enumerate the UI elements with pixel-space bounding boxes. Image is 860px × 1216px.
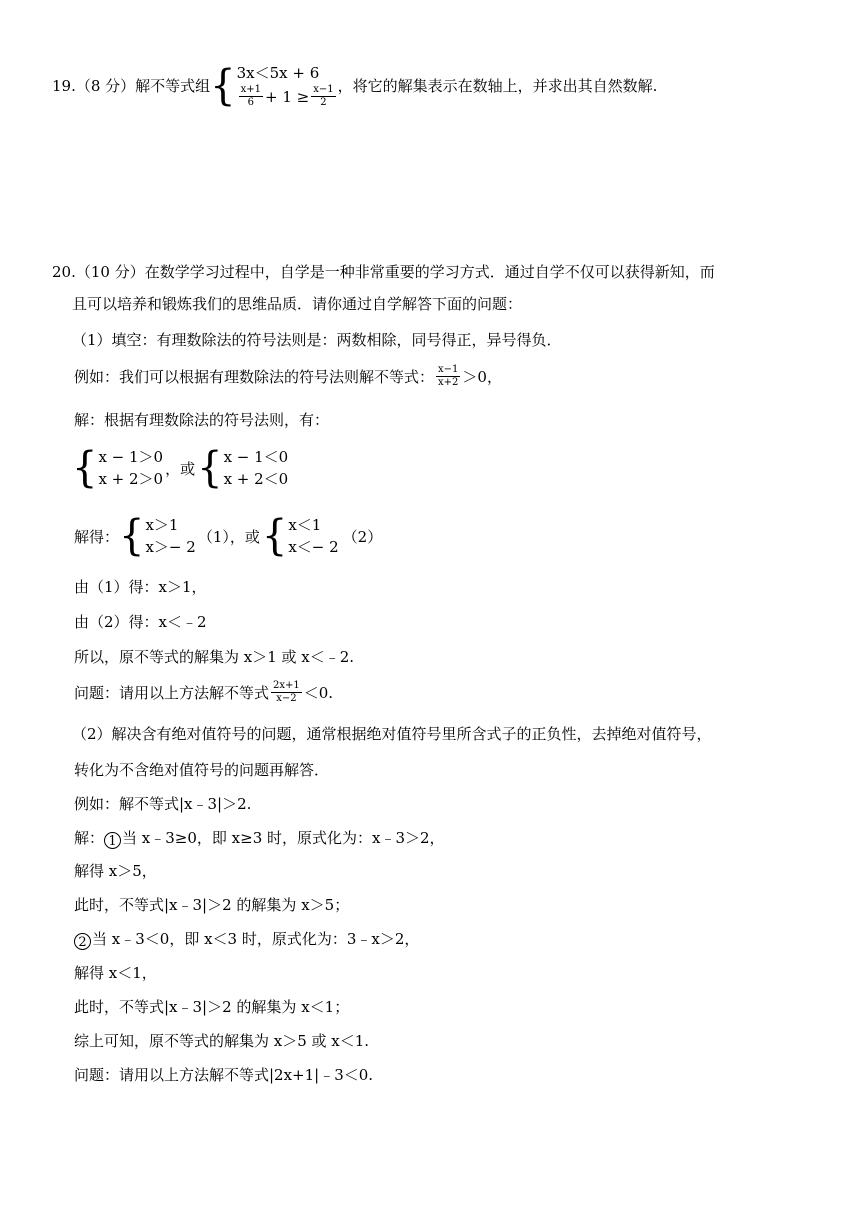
q20-question-1-fraction: $\frac{2x+1}{x-2}$ <box>273 680 300 704</box>
circled-number-1: 1 <box>104 832 121 849</box>
q20-solution-intro: 解：根据有理数除法的符号法则，有： <box>74 411 330 429</box>
q19-frac-1: $\frac{x+1}{6}$ <box>240 84 262 108</box>
brace-a: { <box>72 443 98 493</box>
q19-system <box>237 62 338 109</box>
q20-example-1-fraction: $\frac{x-1}{x+2}$ <box>438 364 459 388</box>
q20-case-1: 解： 1 当 x﹣3≥0，即 x≥3 时，原式化为：x﹣3＞2， <box>74 829 445 849</box>
system-d: x＜1 x＜− 2 <box>288 516 339 556</box>
brace-b: { <box>197 443 223 493</box>
q20-result-2: 解得 x＜1， <box>74 964 157 982</box>
q19-label: 19.（8 分）解不等式组 <box>52 77 211 95</box>
q20-example-1: 例如：我们可以根据有理数除法的符号法则解不等式： $\frac{x-1}{x+2}$ ＞0， <box>74 364 502 388</box>
q20-systems-ab: { x − 1＞0 x + 2＞0 ，或 { x − 1＜0 x + 2＜0 <box>72 443 289 493</box>
q20-line-2: 且可以培养和锻炼我们的思维品质．请你通过自学解答下面的问题： <box>72 295 523 313</box>
q20-line-1: 20.（10 分）在数学学习过程中，自学是一种非常重要的学习方式．通过自学不仅可以获得新知，而 <box>52 263 715 281</box>
q20-part1-intro: （1）填空：有理数除法的符号法则是：两数相除，同号得正，异号得负． <box>72 331 562 349</box>
q20-case-2: 2 当 x﹣3＜0，即 x＜3 时，原式化为：3﹣x＞2， <box>74 929 419 950</box>
q20-systems-cd: 解得： { x＞1 x＞− 2 （1），或 { x＜1 x＜− 2 （2） <box>74 511 383 561</box>
system-a: x − 1＞0 x + 2＞0 <box>98 448 164 488</box>
q19-tail: ，将它的解集表示在数轴上，并求出其自然数解. <box>337 77 658 95</box>
system-b: x − 1＜0 x + 2＜0 <box>223 448 289 488</box>
q19-frac-2: $\frac{x-1}{2}$ <box>313 84 334 108</box>
q20-conclusion: 所以，原不等式的解集为 x＞1 或 x＜﹣2. <box>74 648 355 666</box>
q20-result-1b: 此时，不等式|x﹣3|＞2 的解集为 x＞5； <box>74 896 350 914</box>
q20-question-1: 问题：请用以上方法解不等式 $\frac{2x+1}{x-2}$ ＜0. <box>74 680 334 704</box>
q19-brace: { <box>210 61 236 110</box>
q20-example-2: 例如：解不等式|x﹣3|＞2. <box>74 795 252 813</box>
q19-line <box>52 62 657 109</box>
q19-ineq-1: 3x＜5x + 6 <box>236 64 320 82</box>
system-c: x＞1 x＞− 2 <box>145 516 196 556</box>
q20-question-2: 问题：请用以上方法解不等式|2x+1|﹣3＜0. <box>74 1066 374 1084</box>
brace-c: { <box>119 511 145 561</box>
q19-ineq-2: $\frac{x+1}{6}$ + 1 ≥ $\frac{x-1}{2}$ <box>240 84 334 108</box>
q20-result-2b: 此时，不等式|x﹣3|＞2 的解集为 x＜1； <box>74 998 350 1016</box>
q20-summary: 综上可知，原不等式的解集为 x＞5 或 x＜1. <box>74 1032 370 1050</box>
q20-from-2: 由（2）得：x＜﹣2 <box>74 613 207 631</box>
brace-d: { <box>261 511 288 561</box>
q20-result-1: 解得 x＞5， <box>74 862 157 880</box>
q20-part2-line-1: （2）解决含有绝对值符号的问题，通常根据绝对值符号里所含式子的正负性，去掉绝对值符号， <box>72 725 712 743</box>
circled-number-2: 2 <box>74 933 91 950</box>
q20-part2-line-2: 转化为不含绝对值符号的问题再解答． <box>74 761 330 779</box>
q20-from-1: 由（1）得：x＞1， <box>74 578 207 596</box>
